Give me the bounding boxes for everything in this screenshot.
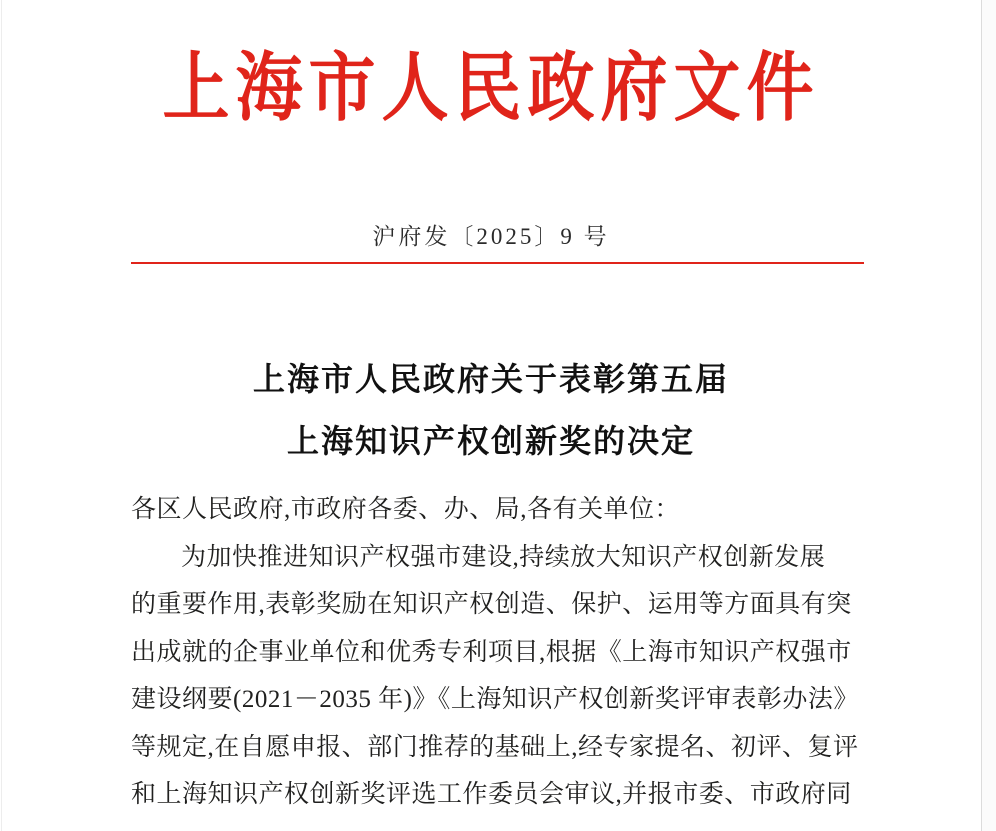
red-divider-rule [131,262,864,264]
document-heading [0,348,982,472]
document-body [131,486,867,819]
document-number: 沪府发〔2025〕9 号 [372,224,610,249]
document-heading-line-1: 上海市人民政府关于表彰第五届 [252,361,729,397]
body-paragraph-line-6: 和上海知识产权创新奖评选工作委员会审议,并报市委、市政府同 [131,781,852,808]
masthead-title: 上海市人民政府文件 [162,47,820,131]
masthead [0,47,982,131]
page-right-gutter [982,0,996,831]
body-paragraph-line-5: 等规定,在自愿申报、部门推荐的基础上,经专家提名、初评、复评 [131,733,859,761]
body-paragraph-line-4: 建设纲要(2021－2035 年)》《上海知识产权创新奖评审表彰办法》 [131,686,859,713]
body-salutation: 各区人民政府,市政府各委、办、局,各有关单位： [131,496,681,523]
document-heading-line-2: 上海知识产权创新奖的决定 [286,423,695,459]
body-paragraph-line-2: 的重要作用,表彰奖励在知识产权创造、保护、运用等方面具有突 [131,591,852,618]
body-paragraph-line-3: 出成就的企事业单位和优秀专利项目,根据《上海市知识产权强市 [131,638,852,666]
body-paragraph-line-1: 为加快推进知识产权强市建设,持续放大知识产权创新发展 [181,543,826,571]
